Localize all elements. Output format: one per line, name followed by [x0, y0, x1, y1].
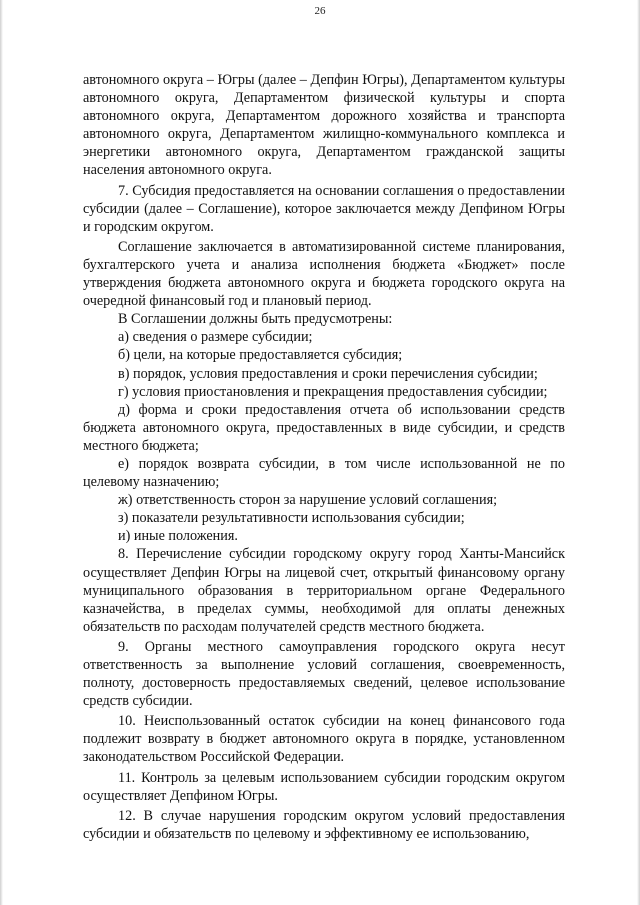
- list-item-e: е) порядок возврата субсидии, в том числе использованной не по целевому назначению;: [83, 455, 565, 491]
- paragraph-8-transfer: 8. Перечисление субсидии городскому округу город Ханты-Мансийск осуществляет Депфин Югры на лицевой счет, открытый финансовому органу муниципального образования в территориальном органе Федерального казначейства, в пределах суммы, необходимой для оплаты денежных обязательств по расходам получателей средств местного бюджета.: [83, 546, 565, 635]
- scan-edge-left: [0, 0, 3, 905]
- paragraph-12-violation: 12. В случае нарушения городским округом условий предоставления субсидии и обязательств по целевому и эффективному ее использованию,: [83, 807, 565, 842]
- paragraph-11-control: 11. Контроль за целевым использованием субсидии городским округом осуществляет Депфином Югры.: [83, 769, 565, 804]
- paragraph-9-responsibility: 9. Органы местного самоуправления городского округа несут ответственность за выполнение условий соглашения, своевременность, полноту, достоверность предоставляемых сведений, целевое использование средств субсидии.: [83, 638, 565, 710]
- paragraph-10-unused-balance: 10. Неиспользованный остаток субсидии на конец финансового года подлежит возврату в бюджет автономного округа в порядке, установленном законодательством Российской Федерации.: [83, 713, 565, 766]
- list-item-i: и) иные положения.: [118, 528, 238, 545]
- paragraph-continuation: автономного округа – Югры (далее – Депфин Югры), Департаментом культуры автономного округа, Департаментом физической культуры и спорта автономного округа, Департаментом дорожного хозяйства и транспорта автономного округа, Департаментом жилищно-коммунального комплекса и энергетики автономного округа, Департаментом гражданской защиты населения автономного округа.: [83, 72, 565, 179]
- list-item-z: з) показатели результативности использования субсидии;: [118, 510, 465, 527]
- list-item-v: в) порядок, условия предоставления и сроки перечисления субсидии;: [118, 365, 538, 382]
- list-item-a: а) сведения о размере субсидии;: [118, 329, 313, 346]
- list-item-d: д) форма и сроки предоставления отчета об использовании средств бюджета автономного округа, предоставленных в виде субсидии, и средств местного бюджета;: [83, 401, 565, 454]
- paragraph-7-subsidy-basis: 7. Субсидия предоставляется на основании соглашения о предоставлении субсидии (далее – Соглашение), которое заключается между Депфином Югры и городским округом.: [83, 182, 565, 235]
- paragraph-agreement-system: Соглашение заключается в автоматизированной системе планирования, бухгалтерского учета и анализа исполнения бюджета «Бюджет» после утверждения бюджета автономного округа и бюджета городского округа на очередной финансовый год и плановый период.: [83, 238, 565, 310]
- paragraph-agreement-contents: В Соглашении должны быть предусмотрены:: [118, 311, 393, 328]
- list-item-b: б) цели, на которые предоставляется субсидия;: [118, 347, 403, 364]
- list-item-g: г) условия приостановления и прекращения предоставления субсидии;: [118, 383, 548, 400]
- document-body: [83, 71, 565, 843]
- list-item-zh: ж) ответственность сторон за нарушение условий соглашения;: [118, 492, 498, 509]
- page-number: 26: [314, 5, 326, 17]
